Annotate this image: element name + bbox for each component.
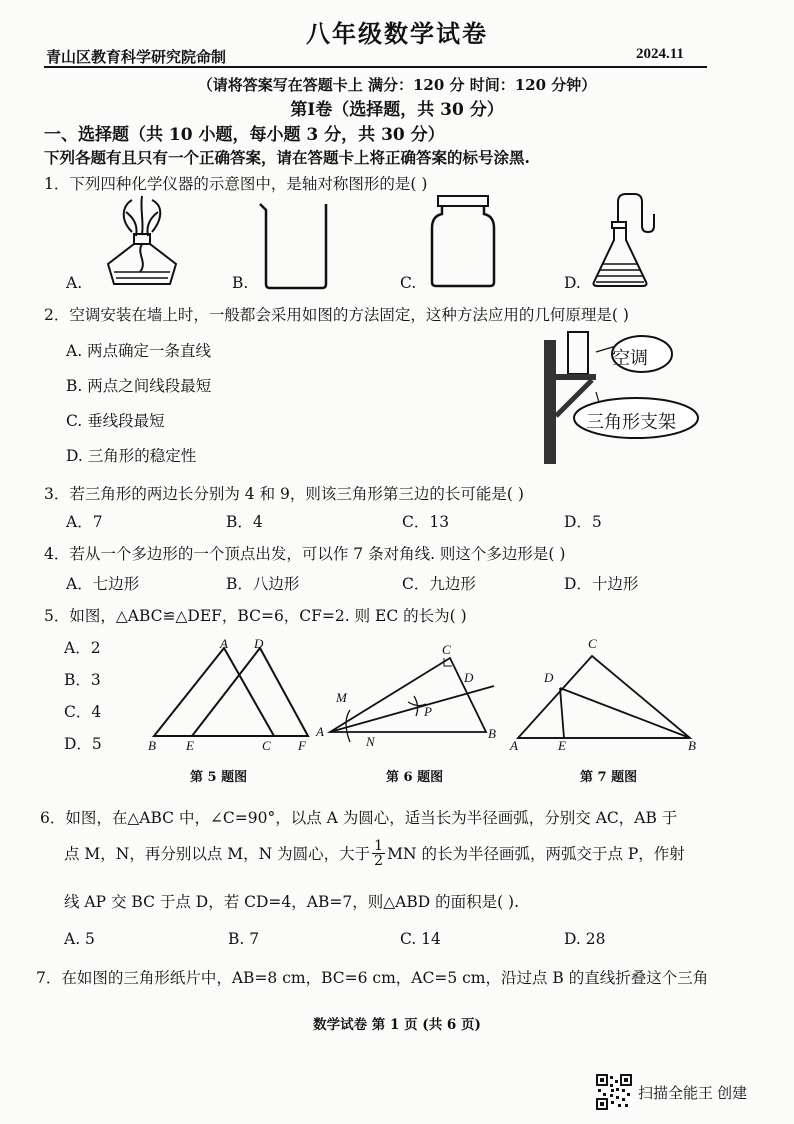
q7-line-1: 7．在如图的三角形纸片中，AB=8 cm，BC=6 cm，AC=5 cm，沿过点 B 的直线折叠这个三角 <box>36 969 709 987</box>
fig5-point-f: F <box>298 738 306 753</box>
q2-option-c: C. 垂线段最短 <box>66 412 165 430</box>
figure-7 <box>514 650 694 746</box>
jar-icon <box>428 194 498 290</box>
fig7-point-c: C <box>588 636 597 651</box>
fig5-caption: 第 5 题图 <box>190 770 248 785</box>
q2-option-a: A. 两点确定一条直线 <box>66 342 212 360</box>
fig6-point-n: N <box>366 734 375 749</box>
scanner-watermark: 扫描全能王 创建 <box>638 1085 748 1102</box>
fig6-point-m: M <box>336 690 347 705</box>
q3-option-b: B．4 <box>226 513 263 531</box>
q4-stem: 4．若从一个多边形的一个顶点出发，可以作 7 条对角线. 则这个多边形是( ) <box>44 545 566 563</box>
q1-label-d: D. <box>564 274 581 292</box>
q1-stem: 1．下列四种化学仪器的示意图中，是轴对称图形的是( ) <box>44 175 428 193</box>
q3-stem: 3．若三角形的两边长分别为 4 和 9，则该三角形第三边的长可能是( ) <box>44 485 524 503</box>
figure-5 <box>150 640 320 750</box>
exam-note: （请将答案写在答题卡上 满分：120 分 时间：120 分钟） <box>197 76 597 94</box>
fig5-point-c: C <box>262 738 271 753</box>
fig5-point-b: B <box>148 738 156 753</box>
fig7-point-d: D <box>544 670 554 685</box>
q6-line-2 <box>64 838 685 868</box>
q6-option-d: D. 28 <box>564 930 606 948</box>
q6-line-2-pre: 点 M，N，再分别以点 M，N 为圆心，大于 <box>64 845 371 863</box>
q5-stem: 5．如图，△ABC≌△DEF，BC=6，CF=2. 则 EC 的长为( ) <box>44 607 467 625</box>
section-instruction: 下列各题有且只有一个正确答案，请在答题卡上将正确答案的标号涂黑. <box>44 148 530 167</box>
fig6-point-a: A <box>316 724 324 739</box>
q2-stem: 2．空调安装在墙上时，一般都会采用如图的方法固定，这种方法应用的几何原理是( ) <box>44 306 629 324</box>
alcohol-lamp-icon <box>92 192 192 290</box>
q5-option-c: C．4 <box>64 703 102 721</box>
q5-option-b: B．3 <box>64 671 101 689</box>
fig5-point-a: A <box>220 636 228 651</box>
section-title: 一、选择题（共 10 小题，每小题 3 分，共 30 分） <box>44 125 445 145</box>
exam-date: 2024.11 <box>636 46 684 62</box>
fig7-point-b: B <box>688 738 696 753</box>
q6-option-c: C. 14 <box>400 930 441 948</box>
fig6-point-p: P <box>424 704 432 719</box>
q1-label-a: A. <box>66 274 83 292</box>
q1-label-b: B. <box>232 274 249 292</box>
q4-option-d: D．十边形 <box>564 575 639 593</box>
q3-option-d: D．5 <box>564 513 602 531</box>
page-title: 八年级数学试卷 <box>306 19 488 48</box>
fraction-numerator: 1 <box>374 837 384 854</box>
qr-code-icon <box>596 1074 632 1110</box>
q2-option-d: D. 三角形的稳定性 <box>66 447 197 465</box>
q3-option-c: C．13 <box>402 513 450 531</box>
q6-line-1: 6．如图，在△ABC 中，∠C=90°，以点 A 为圆心，适当长为半径画弧，分别交 AC，AB 于 <box>40 809 678 827</box>
q6-option-b: B. 7 <box>228 930 260 948</box>
q6-line-3: 线 AP 交 BC 于点 D，若 CD=4，AB=7，则△ABD 的面积是( ). <box>64 893 520 911</box>
header-rule <box>44 66 707 68</box>
q5-option-d: D．5 <box>64 735 102 753</box>
fig7-caption: 第 7 题图 <box>580 770 638 785</box>
q4-option-c: C．九边形 <box>402 575 476 593</box>
bracket-callout-label: 三角形支架 <box>586 412 676 432</box>
q3-option-a: A．7 <box>66 513 103 531</box>
fig5-point-e: E <box>186 738 194 753</box>
fig6-point-c: C <box>442 642 451 657</box>
fig6-point-d: D <box>464 670 474 685</box>
part-title: 第Ⅰ卷（选择题，共 30 分） <box>290 100 504 120</box>
q5-option-a: A．2 <box>64 639 101 657</box>
q4-option-a: A．七边形 <box>66 575 140 593</box>
fig6-caption: 第 6 题图 <box>386 770 444 785</box>
conical-flask-icon <box>590 192 670 290</box>
q4-option-b: B．八边形 <box>226 575 300 593</box>
q6-line-2-post: MN 的长为半径画弧，两弧交于点 P，作射 <box>387 845 685 863</box>
fig5-point-d: D <box>254 636 264 651</box>
figure-6 <box>326 646 498 746</box>
beaker-icon <box>258 202 332 290</box>
q6-option-a: A. 5 <box>64 930 95 948</box>
ac-callout-label: 空调 <box>612 348 648 368</box>
publisher: 青山区教育科学研究院命制 <box>46 48 227 66</box>
fraction-denominator: 2 <box>374 852 384 869</box>
page-footer: 数学试卷 第 1 页 (共 6 页) <box>313 1017 481 1033</box>
half-fraction <box>372 839 385 868</box>
fig7-point-a: A <box>510 738 518 753</box>
q1-label-c: C. <box>400 274 417 292</box>
q2-option-b: B. 两点之间线段最短 <box>66 377 212 395</box>
fig6-point-b: B <box>488 726 496 741</box>
fig7-point-e: E <box>558 738 566 753</box>
